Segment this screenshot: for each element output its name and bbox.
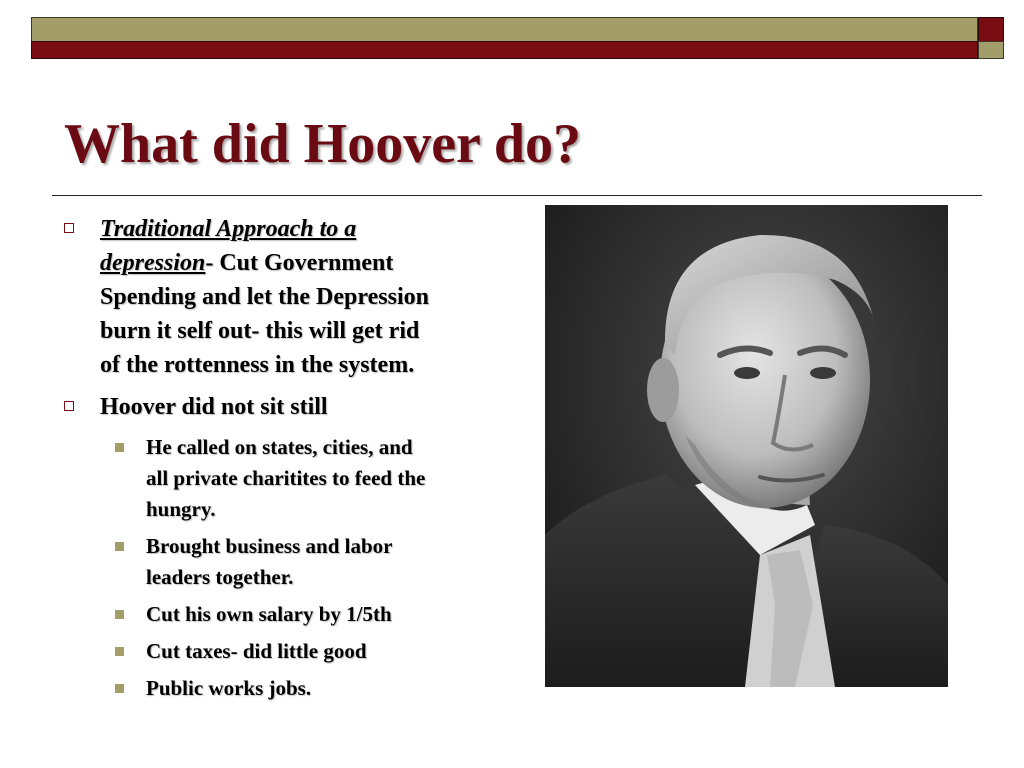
- sub-bullet-list: [62, 432, 502, 704]
- sub-bullet-line2: all private charitites to feed the: [146, 466, 426, 490]
- hollow-square-bullet-icon: [64, 223, 74, 233]
- filled-square-bullet-icon: [115, 684, 124, 693]
- filled-square-bullet-icon: [115, 443, 124, 452]
- sub-bullet-business-labor: [62, 531, 502, 593]
- bullet-text: Hoover did not sit still: [100, 394, 328, 420]
- sub-bullet-line1: Cut his own salary by 1/5th: [146, 602, 392, 626]
- bullet-text-line2: - Cut Government: [205, 250, 394, 276]
- sub-bullet-taxes: [62, 636, 502, 667]
- sub-bullet-line2: leaders together.: [146, 565, 294, 589]
- filled-square-bullet-icon: [115, 610, 124, 619]
- hollow-square-bullet-icon: [64, 401, 74, 411]
- slide-title: What did Hoover do?: [64, 113, 582, 175]
- sub-bullet-salary: [62, 599, 502, 630]
- sub-bullet-line1: Public works jobs.: [146, 676, 312, 700]
- sub-bullet-charities: [62, 432, 502, 525]
- bullet-traditional-approach: [62, 212, 502, 382]
- portrait-photo-icon: [545, 205, 948, 687]
- filled-square-bullet-icon: [115, 647, 124, 656]
- filled-square-bullet-icon: [115, 542, 124, 551]
- sub-bullet-line1: He called on states, cities, and: [146, 435, 413, 459]
- sub-bullet-public-works: [62, 673, 502, 704]
- sub-bullet-line3: hungry.: [146, 497, 216, 521]
- bullet-text-line3: Spending and let the Depression: [100, 284, 429, 310]
- sub-bullet-line1: Cut taxes- did little good: [146, 639, 367, 663]
- bullet-text-line4: burn it self out- this will get rid: [100, 318, 420, 344]
- header-square-olive: [978, 41, 1004, 59]
- header-square-maroon: [978, 17, 1004, 42]
- title-divider: [52, 195, 982, 196]
- bullet-text-line5: of the rottenness in the system.: [100, 352, 415, 378]
- header-bar-olive: [31, 17, 978, 42]
- sub-bullet-line1: Brought business and labor: [146, 534, 393, 558]
- bullet-emphasis-line2: depression: [100, 250, 206, 276]
- bullet-hoover-did-not-sit-still: [62, 390, 502, 424]
- header-bar-maroon: [31, 41, 978, 59]
- bullet-list: [62, 212, 502, 710]
- bullet-emphasis-line1: Traditional Approach to a: [100, 216, 357, 242]
